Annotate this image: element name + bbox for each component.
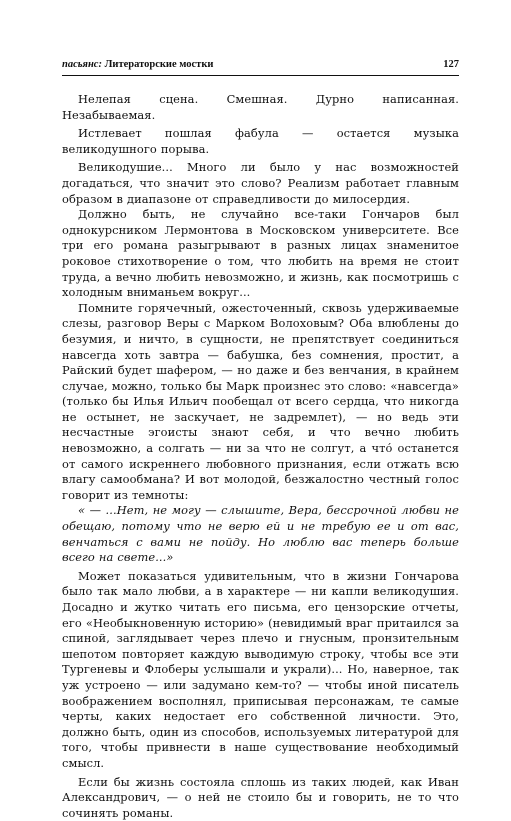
header-title: Литераторские мостки	[104, 59, 214, 70]
paragraph: Если бы жизнь состояла сплошь из таких людей, как Иван Александрович, — о ней не стоило бы и говорить, не то что сочинять романы.	[62, 774, 459, 820]
paragraph: Истлевает пошлая фабула — остается музыка великодушного порыва.	[62, 126, 459, 156]
quote-paragraph: « — ...Нет, не могу — слышите, Вера, бессрочной любви не обещаю, потому что не верю ей и не требую ее и от вас, венчаться с вами не пойду. Но люблю вас теперь больше всего на свете...»	[62, 503, 459, 565]
header-left	[62, 58, 213, 72]
paragraph: Великодушие... Много ли было у нас возможностей догадаться, что значит это слово? Реализм работает главным образом в диапазоне от справедливости до милосердия.	[62, 160, 459, 206]
body-text	[62, 92, 459, 821]
page-number: 127	[443, 59, 459, 70]
paragraph: Помните горячечный, ожесточенный, сквозь удерживаемые слезы, разговор Веры с Марком Волоховым? Оба влюблены до безумия, и ничто, в сущности, не препятствует соединиться навсегда хоть завтра — бабушка, без сомнения, простит, а Райский будет шафером, — но даже и без венчания, в крайнем случае, можно, только бы Марк произнес это слово: «навсегда» (только бы Илья Ильич пообещал от всего сердца, что никогда не остынет, не заскучает, не задремлет), — но ведь эти несчастные эгоисты знают себя, и что вечно любить невозможно, а солгать — ни за что не солгут, а что́ останется от самого искреннего любовного признания, если отжать всю влагу самообмана? И вот молодой, безжалостно честный голос говорит из темноты:	[62, 300, 459, 502]
running-header	[62, 58, 459, 76]
header-section: пасьянс:	[62, 59, 102, 70]
paragraph: Нелепая сцена. Смешная. Дурно написанная. Незабываемая.	[62, 92, 459, 122]
paragraph: Должно быть, не случайно все-таки Гончаров был однокурсником Лермонтова в Московском университете. Все три его романа разыгрывают в разных лицах знаменитое роковое стихотворение о том, что любить на время не стоит труда, а вечно любить невозможно, и жизнь, как посмотришь с холодным вниманьем вокруг...	[62, 207, 459, 300]
paragraph: Может показаться удивительным, что в жизни Гончарова было так мало любви, а в характере — ни капли великодушия. Досадно и жутко читать его письма, его цензорские отчеты, его «Необыкновенную историю» (невидимый враг притаился за спиной, заглядывает через плечо и гнусным, пронзительным шепотом повторяет каждую выводимую строку, чтобы все эти Тургеневы и Флоберы услышали и украли)... Но, наверное, так уж устроено — или задумано кем-то? — чтобы иной писатель воображением восполнял, приписывая персонажам, те самые черты, каких недостает его собственной личности. Это, должно быть, один из способов, используемых литературой для того, чтобы привнести в наше существование необходимый смысл.	[62, 568, 459, 770]
book-page	[62, 58, 459, 821]
